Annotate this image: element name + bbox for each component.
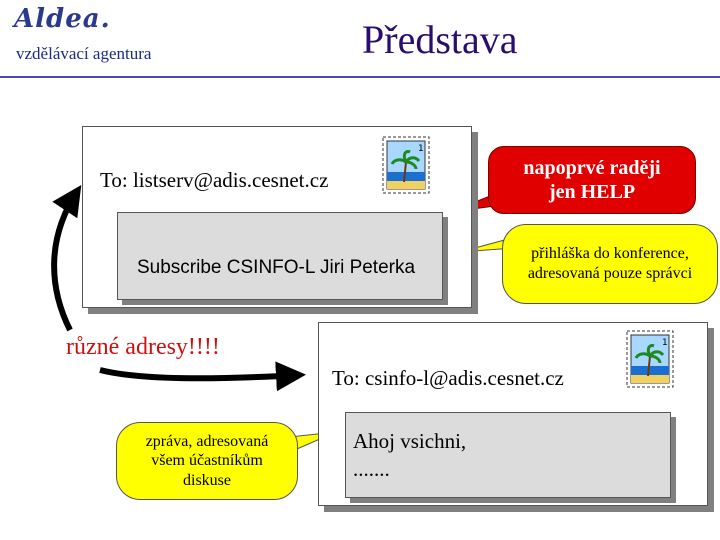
recipient-csinfo: To: csinfo-l@adis.cesnet.cz [332,366,564,390]
message-body-subscribe [117,212,443,300]
page-title: Představa [362,17,518,62]
callout-participants-line2: všem účastníkům [151,452,263,470]
ellipsis-line: ....... [353,457,390,481]
callout-subscription [502,224,718,304]
curved-arrow-right [100,370,300,378]
callout-subscription-line2: adresovaná pouze správci [527,265,693,282]
callout-subscription-line1: přihláška do konference, [531,245,689,263]
different-addresses-label: různé adresy!!!! [66,334,220,360]
callout-all-participants [116,422,298,500]
callout-help-line1: napoprvé raději [523,156,661,179]
stamp-palm-icon [382,136,430,194]
stamp-palm-icon [626,330,674,388]
recipient-listserv: To: listserv@adis.cesnet.cz [100,168,329,192]
svg-text:1: 1 [418,144,424,154]
svg-text:1: 1 [662,338,668,348]
callout-help-first [488,146,696,214]
callout-participants-line1: zpráva, adresovaná [145,432,269,450]
logo-subtitle: vzdělávací agentura [16,44,152,63]
greeting-line: Ahoj vsichni, [353,429,467,453]
curved-arrow-up [54,190,78,330]
callout-help-line2: jen HELP [548,181,636,203]
subscribe-command-text: Subscribe CSINFO-L Jiri Peterka [137,257,416,278]
logo: Aldea. [14,4,111,34]
callout-participants-line3: diskuse [183,471,231,489]
